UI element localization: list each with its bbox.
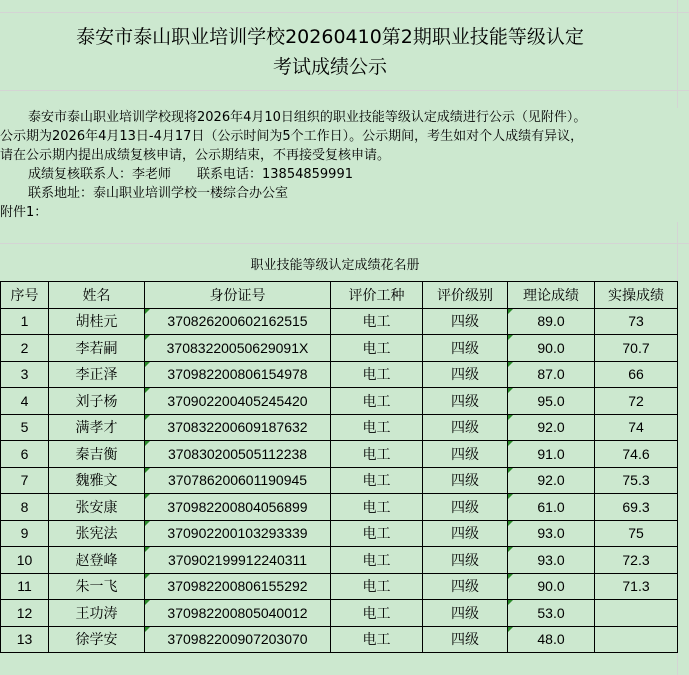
cell-index[interactable]: 12 — [1, 600, 49, 627]
cell-index[interactable]: 10 — [1, 547, 49, 574]
cell-theory-score[interactable]: 95.0 — [508, 388, 595, 415]
cell-practical-score[interactable]: 72.3 — [595, 547, 678, 574]
cell-practical-score[interactable] — [595, 600, 678, 627]
page-title: 泰安市泰山职业培训学校20260410第2期职业技能等级认定 — [76, 26, 584, 48]
cell-trade[interactable]: 电工 — [331, 494, 423, 521]
notice-attachment: 附件1： — [0, 205, 48, 220]
table-row — [1, 467, 678, 494]
cell-theory-score[interactable]: 90.0 — [508, 335, 595, 362]
cell-practical-score[interactable]: 70.7 — [595, 335, 678, 362]
cell-index[interactable]: 13 — [1, 626, 49, 653]
cell-practical-score[interactable]: 72 — [595, 388, 678, 415]
cell-practical-score[interactable]: 71.3 — [595, 573, 678, 600]
cell-practical-score[interactable]: 74 — [595, 414, 678, 441]
cell-name[interactable]: 张宪法 — [49, 520, 145, 547]
score-table — [0, 281, 678, 653]
cell-name[interactable]: 徐学安 — [49, 626, 145, 653]
cell-theory-score[interactable]: 92.0 — [508, 467, 595, 494]
cell-trade[interactable]: 电工 — [331, 361, 423, 388]
cell-trade[interactable]: 电工 — [331, 600, 423, 627]
cell-practical-score[interactable]: 66 — [595, 361, 678, 388]
cell-practical-score[interactable]: 73 — [595, 308, 678, 335]
cell-id-number[interactable]: 370830200505112238 — [145, 441, 331, 468]
cell-id-number[interactable]: 370982200806155292 — [145, 573, 331, 600]
table-header-row — [1, 282, 678, 309]
cell-id-number[interactable]: 370982200806154978 — [145, 361, 331, 388]
cell-name[interactable]: 朱一飞 — [49, 573, 145, 600]
table-row — [1, 520, 678, 547]
cell-level[interactable]: 四级 — [423, 547, 508, 574]
cell-index[interactable]: 6 — [1, 441, 49, 468]
cell-id-number[interactable]: 370902200103293339 — [145, 520, 331, 547]
header-col-level[interactable]: 评价级别 — [423, 282, 508, 309]
cell-theory-score[interactable]: 48.0 — [508, 626, 595, 653]
notice-p2: 公示期为2026年4月13日-4月17日（公示时间为5个工作日）。公示期间，考生如对个人成绩有异议， — [0, 129, 584, 144]
notice-p3: 请在公示期内提出成绩复核申请，公示期结束，不再接受复核申请。 — [0, 148, 391, 163]
header-col-theory-score[interactable]: 理论成绩 — [508, 282, 595, 309]
cell-theory-score[interactable]: 92.0 — [508, 414, 595, 441]
cell-id-number[interactable]: 370786200601190945 — [145, 467, 331, 494]
notice-text — [0, 108, 689, 222]
cell-id-number[interactable]: 370982200907203070 — [145, 626, 331, 653]
cell-name[interactable]: 李正泽 — [49, 361, 145, 388]
cell-name[interactable]: 李若嗣 — [49, 335, 145, 362]
cell-practical-score[interactable] — [595, 626, 678, 653]
cell-level[interactable]: 四级 — [423, 573, 508, 600]
cell-name[interactable]: 刘子杨 — [49, 388, 145, 415]
header-col-id-number[interactable]: 身份证号 — [145, 282, 331, 309]
table-row — [1, 600, 678, 627]
cell-theory-score[interactable]: 87.0 — [508, 361, 595, 388]
cell-level[interactable]: 四级 — [423, 520, 508, 547]
cell-trade[interactable]: 电工 — [331, 388, 423, 415]
cell-index[interactable]: 7 — [1, 467, 49, 494]
cell-practical-score[interactable]: 75.3 — [595, 467, 678, 494]
header-col-trade[interactable]: 评价工种 — [331, 282, 423, 309]
table-row — [1, 388, 678, 415]
table-row — [1, 441, 678, 468]
cell-name[interactable]: 王功涛 — [49, 600, 145, 627]
cell-index[interactable]: 4 — [1, 388, 49, 415]
cell-theory-score[interactable]: 89.0 — [508, 308, 595, 335]
cell-level[interactable]: 四级 — [423, 335, 508, 362]
table-row — [1, 626, 678, 653]
cell-index[interactable]: 8 — [1, 494, 49, 521]
cell-level[interactable]: 四级 — [423, 600, 508, 627]
header-col-index[interactable]: 序号 — [1, 282, 49, 309]
cell-level[interactable]: 四级 — [423, 626, 508, 653]
gridline — [0, 12, 689, 13]
cell-index[interactable]: 3 — [1, 361, 49, 388]
cell-index[interactable]: 11 — [1, 573, 49, 600]
cell-trade[interactable]: 电工 — [331, 414, 423, 441]
cell-trade[interactable]: 电工 — [331, 467, 423, 494]
cell-level[interactable]: 四级 — [423, 308, 508, 335]
cell-practical-score[interactable]: 75 — [595, 520, 678, 547]
cell-id-number[interactable]: 370832200609187632 — [145, 414, 331, 441]
cell-level[interactable]: 四级 — [423, 494, 508, 521]
cell-name[interactable]: 张安康 — [49, 494, 145, 521]
cell-theory-score[interactable]: 93.0 — [508, 520, 595, 547]
cell-id-number[interactable]: 37083220050629091X — [145, 335, 331, 362]
cell-name[interactable]: 赵登峰 — [49, 547, 145, 574]
notice-contact: 成绩复核联系人：李老师 联系电话：13854859991 — [28, 167, 353, 182]
header-col-practical-score[interactable]: 实操成绩 — [595, 282, 678, 309]
cell-id-number[interactable]: 370902200405245420 — [145, 388, 331, 415]
cell-trade[interactable]: 电工 — [331, 547, 423, 574]
cell-id-number[interactable]: 370902199912240311 — [145, 547, 331, 574]
table-row — [1, 414, 678, 441]
cell-index[interactable]: 9 — [1, 520, 49, 547]
cell-trade[interactable]: 电工 — [331, 308, 423, 335]
cell-level[interactable]: 四级 — [423, 414, 508, 441]
cell-id-number[interactable]: 370982200805040012 — [145, 600, 331, 627]
table-row — [1, 547, 678, 574]
page-subtitle: 考试成绩公示 — [272, 56, 387, 78]
cell-theory-score[interactable]: 91.0 — [508, 441, 595, 468]
cell-theory-score[interactable]: 90.0 — [508, 573, 595, 600]
cell-trade[interactable]: 电工 — [331, 441, 423, 468]
cell-trade[interactable]: 电工 — [331, 520, 423, 547]
notice-address: 联系地址：泰山职业培训学校一楼综合办公室 — [28, 186, 289, 201]
cell-level[interactable]: 四级 — [423, 441, 508, 468]
cell-name[interactable]: 魏雅文 — [49, 467, 145, 494]
cell-trade[interactable]: 电工 — [331, 573, 423, 600]
table-row — [1, 361, 678, 388]
gridline — [0, 90, 689, 91]
cell-name[interactable]: 胡桂元 — [49, 308, 145, 335]
cell-level[interactable]: 四级 — [423, 467, 508, 494]
cell-id-number[interactable]: 370982200804056899 — [145, 494, 331, 521]
cell-practical-score[interactable]: 74.6 — [595, 441, 678, 468]
cell-level[interactable]: 四级 — [423, 361, 508, 388]
cell-index[interactable]: 2 — [1, 335, 49, 362]
cell-theory-score[interactable]: 61.0 — [508, 494, 595, 521]
cell-practical-score[interactable]: 69.3 — [595, 494, 678, 521]
cell-theory-score[interactable]: 53.0 — [508, 600, 595, 627]
cell-id-number[interactable]: 370826200602162515 — [145, 308, 331, 335]
gridline — [0, 243, 689, 244]
cell-name[interactable]: 满孝才 — [49, 414, 145, 441]
cell-trade[interactable]: 电工 — [331, 335, 423, 362]
cell-index[interactable]: 1 — [1, 308, 49, 335]
table-row — [1, 494, 678, 521]
cell-theory-score[interactable]: 93.0 — [508, 547, 595, 574]
header-col-name[interactable]: 姓名 — [49, 282, 145, 309]
table-caption: 职业技能等级认定成绩花名册 — [250, 258, 420, 273]
table-row — [1, 573, 678, 600]
cell-name[interactable]: 秦吉衡 — [49, 441, 145, 468]
table-row — [1, 335, 678, 362]
cell-index[interactable]: 5 — [1, 414, 49, 441]
cell-level[interactable]: 四级 — [423, 388, 508, 415]
cell-trade[interactable]: 电工 — [331, 626, 423, 653]
table-row — [1, 308, 678, 335]
notice-p1: 泰安市泰山职业培训学校现将2026年4月10日组织的职业技能等级认定成绩进行公示（见附件）。 — [28, 110, 587, 125]
